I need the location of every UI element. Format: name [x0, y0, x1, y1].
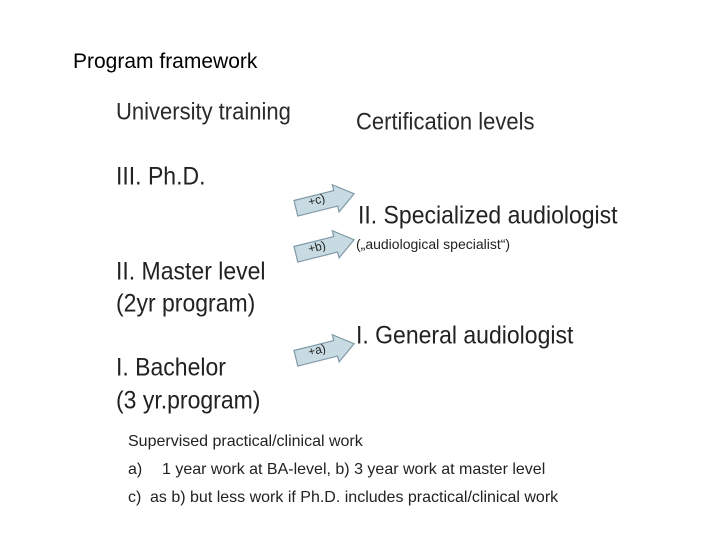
general-audiologist: I. General audiologist [356, 321, 574, 350]
specialized-audiologist: II. Specialized audiologist [358, 201, 618, 230]
note-marker: c) [128, 489, 142, 506]
arrow-c-label: +c) [306, 191, 327, 209]
arrow-a-label: +a) [306, 341, 328, 359]
certification-heading: Certification levels [356, 108, 535, 135]
specialized-audiologist-subtitle: („audiological specialist“) [356, 236, 511, 252]
slide-title: Program framework [73, 50, 258, 73]
university-heading: University training [116, 98, 291, 125]
note-text: 1 year work at BA-level, b) 3 year work at master level [162, 461, 546, 478]
note-item [128, 461, 545, 479]
note-marker: a) [128, 461, 143, 478]
master-level-duration: (2yr program) [116, 289, 256, 318]
bachelor-level: I. Bachelor [116, 353, 226, 382]
note-item [128, 489, 558, 507]
phd-level: III. Ph.D. [116, 162, 206, 191]
supervised-work-heading: Supervised practical/clinical work [128, 433, 363, 450]
arrow-b-label: +b) [306, 238, 328, 256]
note-text: as b) but less work if Ph.D. includes practical/clinical work [150, 489, 559, 506]
master-level: II. Master level [116, 257, 266, 286]
bachelor-level-duration: (3 yr.program) [116, 386, 261, 415]
